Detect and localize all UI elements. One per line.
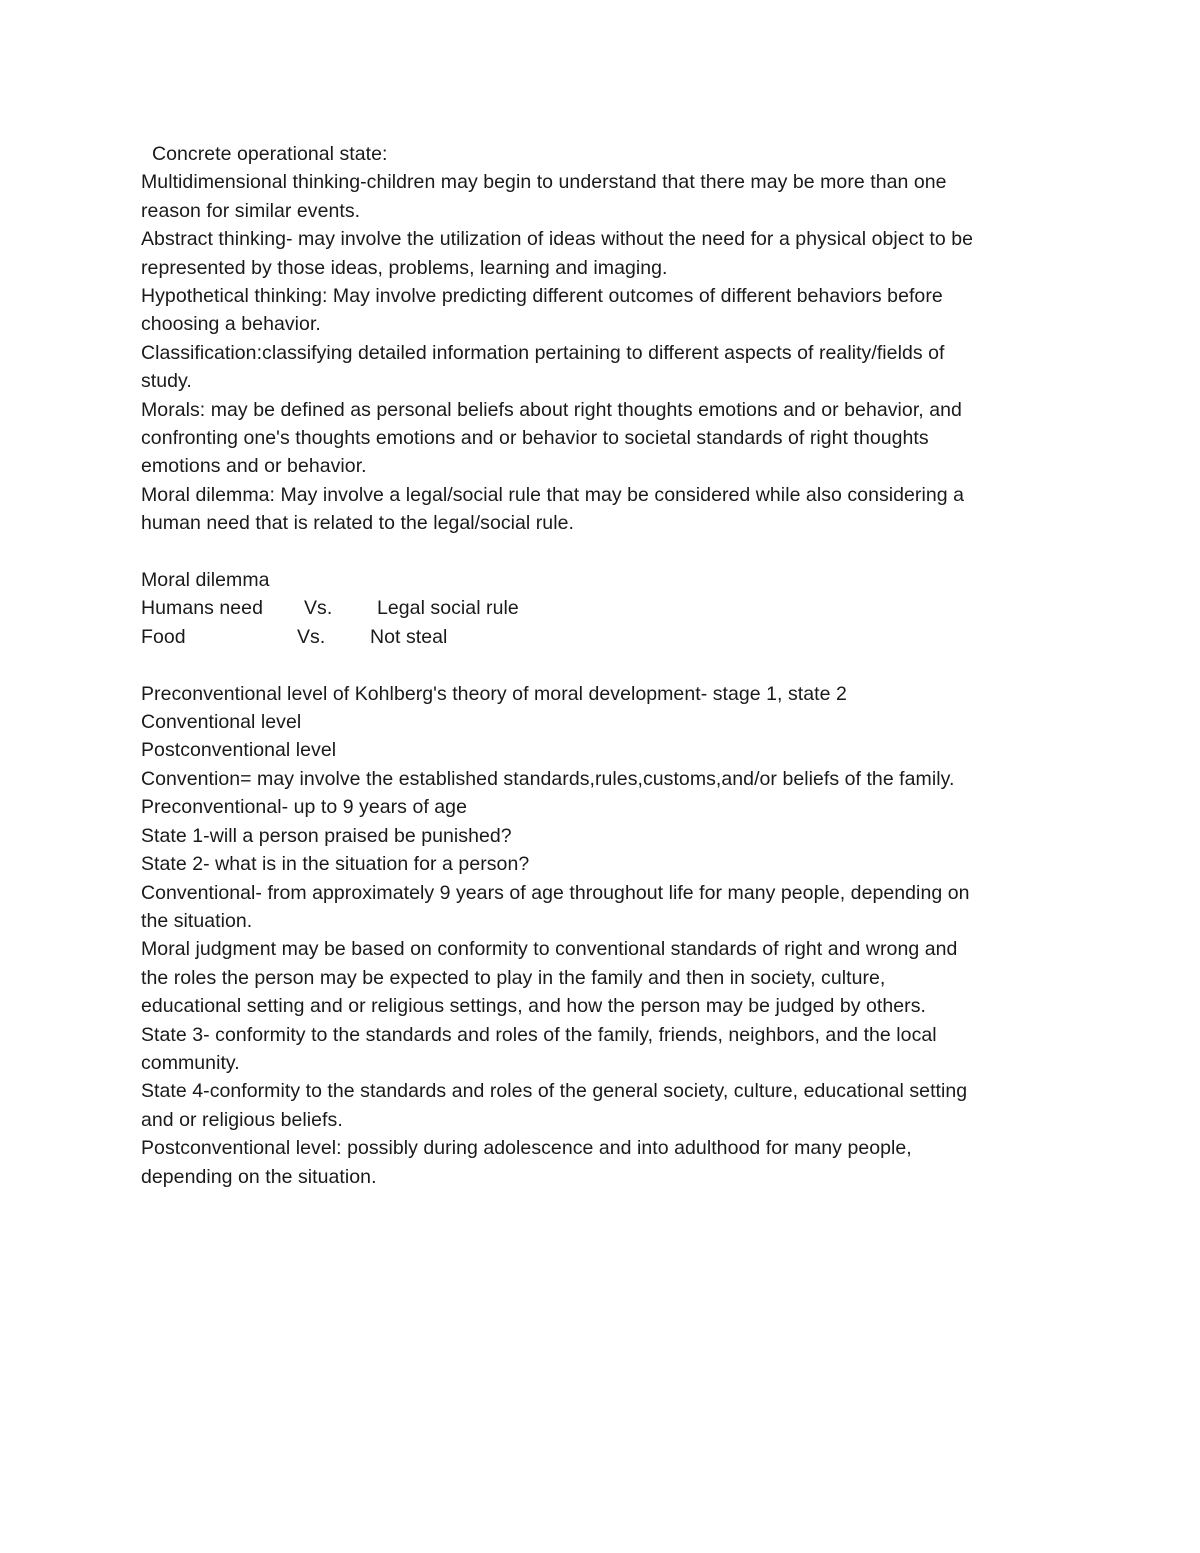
document-body <box>141 140 1071 1191</box>
text-line: Morals: may be defined as personal beliefs about right thoughts emotions and or behavior, and <box>141 398 962 421</box>
text-line: choosing a behavior. <box>141 313 321 336</box>
kohlberg-text <box>141 680 1071 1191</box>
text-line: Multidimensional thinking-children may begin to understand that there may be more than one <box>141 171 947 194</box>
dilemma-versus: Vs. <box>297 625 326 648</box>
text-line: Postconventional level: possibly during adolescence and into adulthood for many people, <box>141 1137 912 1160</box>
text-line: Classification:classifying detailed information pertaining to different aspects of reality/fields of <box>141 341 945 364</box>
moral-dilemma-block <box>141 566 1071 651</box>
blank-line <box>141 651 1071 679</box>
text-line: Abstract thinking- may involve the utilization of ideas without the need for a physical object to be <box>141 228 974 251</box>
text-line: educational setting and or religious settings, and how the person may be judged by others. <box>141 995 926 1018</box>
text-line: confronting one's thoughts emotions and or behavior to societal standards of right thoughts <box>141 427 929 450</box>
text-line: Preconventional level of Kohlberg's theory of moral development- stage 1, state 2 <box>141 682 847 705</box>
text-line: depending on the situation. <box>141 1165 377 1188</box>
section-heading: Concrete operational state: <box>152 143 388 165</box>
text-line: State 1-will a person praised be punished? <box>141 824 512 847</box>
text-line: State 4-conformity to the standards and roles of the general society, culture, educational setting <box>141 1080 968 1103</box>
dilemma-left: Food <box>141 625 186 648</box>
text-line: human need that is related to the legal/social rule. <box>141 512 574 535</box>
text-line: Moral judgment may be based on conformity to conventional standards of right and wrong and <box>141 938 958 961</box>
dilemma-row <box>141 594 1071 622</box>
text-line: Hypothetical thinking: May involve predicting different outcomes of different behaviors before <box>141 285 943 308</box>
text-line: study. <box>141 370 192 393</box>
text-line: Postconventional level <box>141 739 337 762</box>
text-line: Moral dilemma: May involve a legal/social rule that may be considered while also considering a <box>141 483 965 506</box>
text-line: reason for similar events. <box>141 199 361 222</box>
blank-line <box>141 538 1071 566</box>
text-line: Preconventional- up to 9 years of age <box>141 796 467 819</box>
text-line: Conventional- from approximately 9 years of age throughout life for many people, depending on <box>141 881 970 904</box>
text-line: State 2- what is in the situation for a person? <box>141 853 530 876</box>
concrete-operational-text <box>141 168 1071 537</box>
text-line: the roles the person may be expected to play in the family and then in society, culture, <box>141 966 886 989</box>
text-line: emotions and or behavior. <box>141 455 367 478</box>
text-line: community. <box>141 1051 240 1074</box>
text-line: Conventional level <box>141 711 302 734</box>
text-line: Convention= may involve the established standards,rules,customs,and/or beliefs of the family. <box>141 767 955 790</box>
text-line: the situation. <box>141 909 253 932</box>
text-line: State 3- conformity to the standards and roles of the family, friends, neighbors, and the local <box>141 1023 937 1046</box>
dilemma-row <box>141 623 1071 651</box>
dilemma-right: Not steal <box>370 625 448 648</box>
dilemma-title: Moral dilemma <box>141 569 270 592</box>
dilemma-right: Legal social rule <box>377 597 519 620</box>
dilemma-versus: Vs. <box>304 597 333 620</box>
text-line: and or religious beliefs. <box>141 1108 343 1131</box>
text-line: represented by those ideas, problems, learning and imaging. <box>141 256 668 279</box>
dilemma-left: Humans need <box>141 597 263 620</box>
